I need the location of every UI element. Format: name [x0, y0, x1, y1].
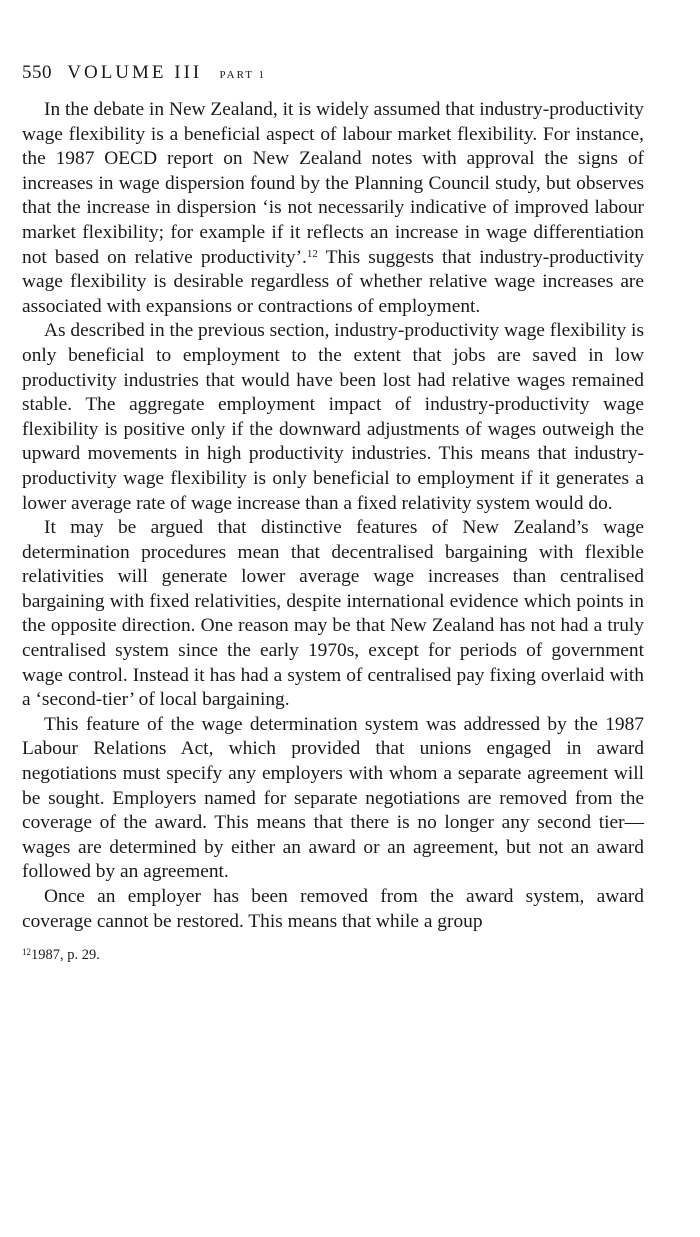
part-label: PART 1 — [219, 69, 267, 81]
running-header — [22, 62, 644, 84]
document-page — [22, 62, 644, 964]
footnote — [22, 946, 644, 964]
page-number: 550 — [22, 62, 52, 83]
paragraph-text: This suggests that industry-productivity wage flexibility is desirable regardless of whether relative wage increases are associated with expansions or contractions of employment. — [22, 246, 645, 317]
paragraph — [22, 98, 644, 319]
paragraph: This feature of the wage determination system was addressed by the 1987 Labour Relations Act, which provided that unions engaged in award negotiations must specify any employers with whom a separate agreement will be sought. Employers named for separate negotiations are removed from the coverage of the award. This means that there is no longer any second tier—wages are determined by either an award or an agreement, but not an award followed by an agreement. — [22, 713, 644, 883]
footnote-number: 12 — [22, 947, 31, 958]
body-text — [22, 98, 644, 934]
footnote-reference: 12 — [306, 247, 318, 260]
paragraph: It may be argued that distinctive features of New Zealand’s wage determination procedures mean that decentralised bargaining with flexible relativities will generate lower average wage increases than centralised bargaining with fixed relativities, despite international evidence which points in the opposite direction. One reason may be that New Zealand has not had a truly centralised system since the early 1970s, except for periods of government wage control. Instead it has had a system of centralised pay fixing overlaid with a ‘second-tier’ of local bargaining. — [22, 517, 644, 711]
paragraph: Once an employer has been removed from the award system, award coverage cannot be restored. This means that while a group — [22, 886, 644, 932]
paragraph: As described in the previous section, industry-productivity wage flexibility is only beneficial to employment to the extent that jobs are saved in low productivity industries that would have been lost had relative wages remained stable. The aggregate employment impact of industry-productivity wage flexibility is positive only if the downward adjustments of wages outweigh the upward movements in high productivity industries. This means that industry-productivity wage flexibility is only beneficial to employment if it generates a lower average rate of wage increase than a fixed relativity system would do. — [22, 320, 644, 514]
volume-label: VOLUME III — [67, 62, 203, 83]
footnote-text: 1987, p. 29. — [31, 947, 100, 964]
paragraph-text: In the debate in New Zealand, it is widely assumed that industry-productivity wage flexibility is a beneficial aspect of labour market flexibility. For instance, the 1987 OECD report on New Zealand notes with approval the signs of increases in wage dispersion found by the Planning Council study, but observes that the increase in dispersion ‘is not necessarily indicative of improved labour market flexibility; for example if it reflects an increase in wage differentiation not based on relative productivity’. — [22, 99, 644, 268]
